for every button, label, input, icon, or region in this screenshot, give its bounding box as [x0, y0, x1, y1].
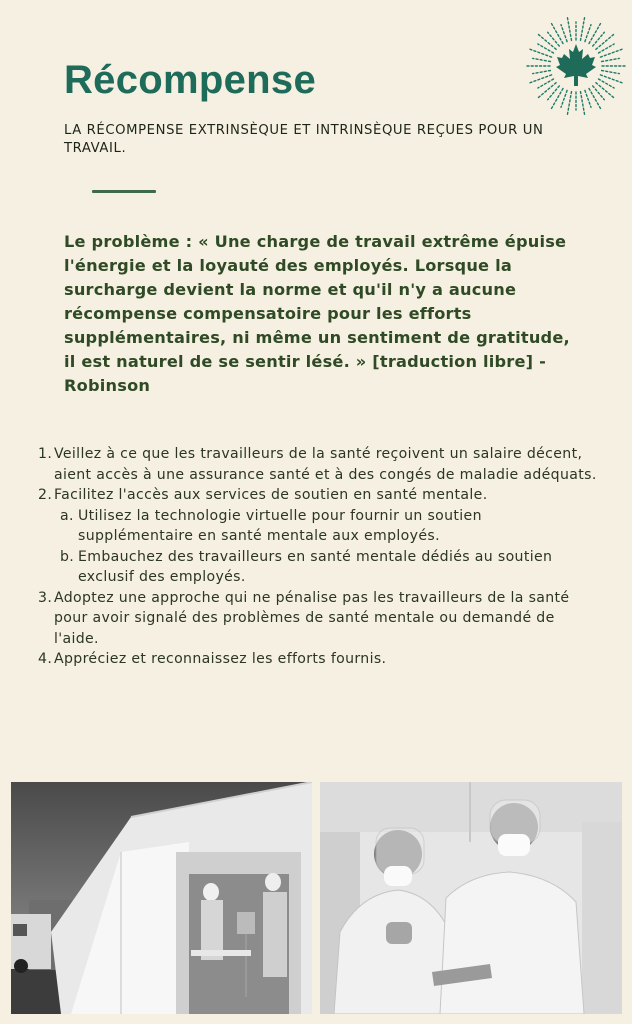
sub-list-wrapper [38, 506, 598, 588]
list-marker: 1. [38, 446, 53, 462]
logo-ray [585, 90, 591, 107]
list-item-text: Facilitez l'accès aux services de soutien en santé mentale. [54, 487, 488, 503]
logo-ray [561, 90, 567, 107]
logo-ray [567, 92, 571, 116]
logo-ray [581, 17, 585, 41]
list-item [38, 588, 598, 650]
sub-list-item [60, 547, 598, 588]
sub-list-item-text: Utilisez la technologie virtuelle pour fournir un soutien supplémentaire en santé mentale aux employés. [78, 507, 482, 544]
logo-ray [581, 92, 585, 116]
sub-list-item-text: Embauchez des travailleurs en santé mentale dédiés au soutien exclusif des employés. [78, 548, 553, 585]
logo-ray [538, 83, 556, 98]
testing-tent-photo [11, 782, 312, 1014]
page-subtitle: LA RÉCOMPENSE EXTRINSÈQUE ET INTRINSÈQUE REÇUES POUR UN TRAVAIL. [64, 123, 544, 156]
logo-ray [533, 71, 551, 74]
quote-block: Le problème : « Une charge de travail extrême épuise l'énergie et la loyauté des employés. Lorsque la surcharge devient la norme et qu'il n'y a aucune récompense compensatoire pour les efforts supplémentaires, ni même un sentiment de gratitude, il est naturel de se sentir lésé. » [traduction libre] - Robinson [64, 232, 570, 395]
maple-leaf-logo-icon [524, 14, 628, 118]
sub-list-item [60, 506, 598, 547]
list-item-text: Appréciez et reconnaissez les efforts fournis. [54, 651, 387, 667]
logo-ray [596, 83, 614, 98]
logo-ray [596, 34, 614, 49]
logo-ray [585, 25, 591, 42]
logo-ray [567, 17, 571, 41]
page-title: Récompense [64, 58, 316, 102]
list-item [38, 649, 598, 670]
list-item [38, 444, 598, 485]
list-item [38, 485, 598, 506]
logo-ray [602, 71, 620, 74]
logo-ray [561, 25, 567, 42]
sub-list-marker: a. [60, 507, 74, 524]
divider [92, 190, 156, 193]
logo-ray [533, 58, 551, 61]
logo-ray [602, 58, 620, 61]
list-marker: 3. [38, 589, 53, 606]
recommendation-list [38, 444, 598, 670]
list-marker: 2. [38, 487, 53, 503]
sub-list [38, 506, 598, 588]
list-item-text: Adoptez une approche qui ne pénalise pas les travailleurs de la santé pour avoir signalé des problèmes de santé mentale ou demandé de l'aide. [54, 589, 570, 647]
list-item-text: Veillez à ce que les travailleurs de la santé reçoivent un salaire décent, aient accès à une assurance santé et à des congés de maladie adéquats. [54, 446, 597, 483]
sub-list-marker: b. [60, 548, 75, 565]
health-workers-photo [320, 782, 622, 1014]
list-marker: 4. [38, 651, 53, 667]
logo-ray [538, 34, 556, 49]
